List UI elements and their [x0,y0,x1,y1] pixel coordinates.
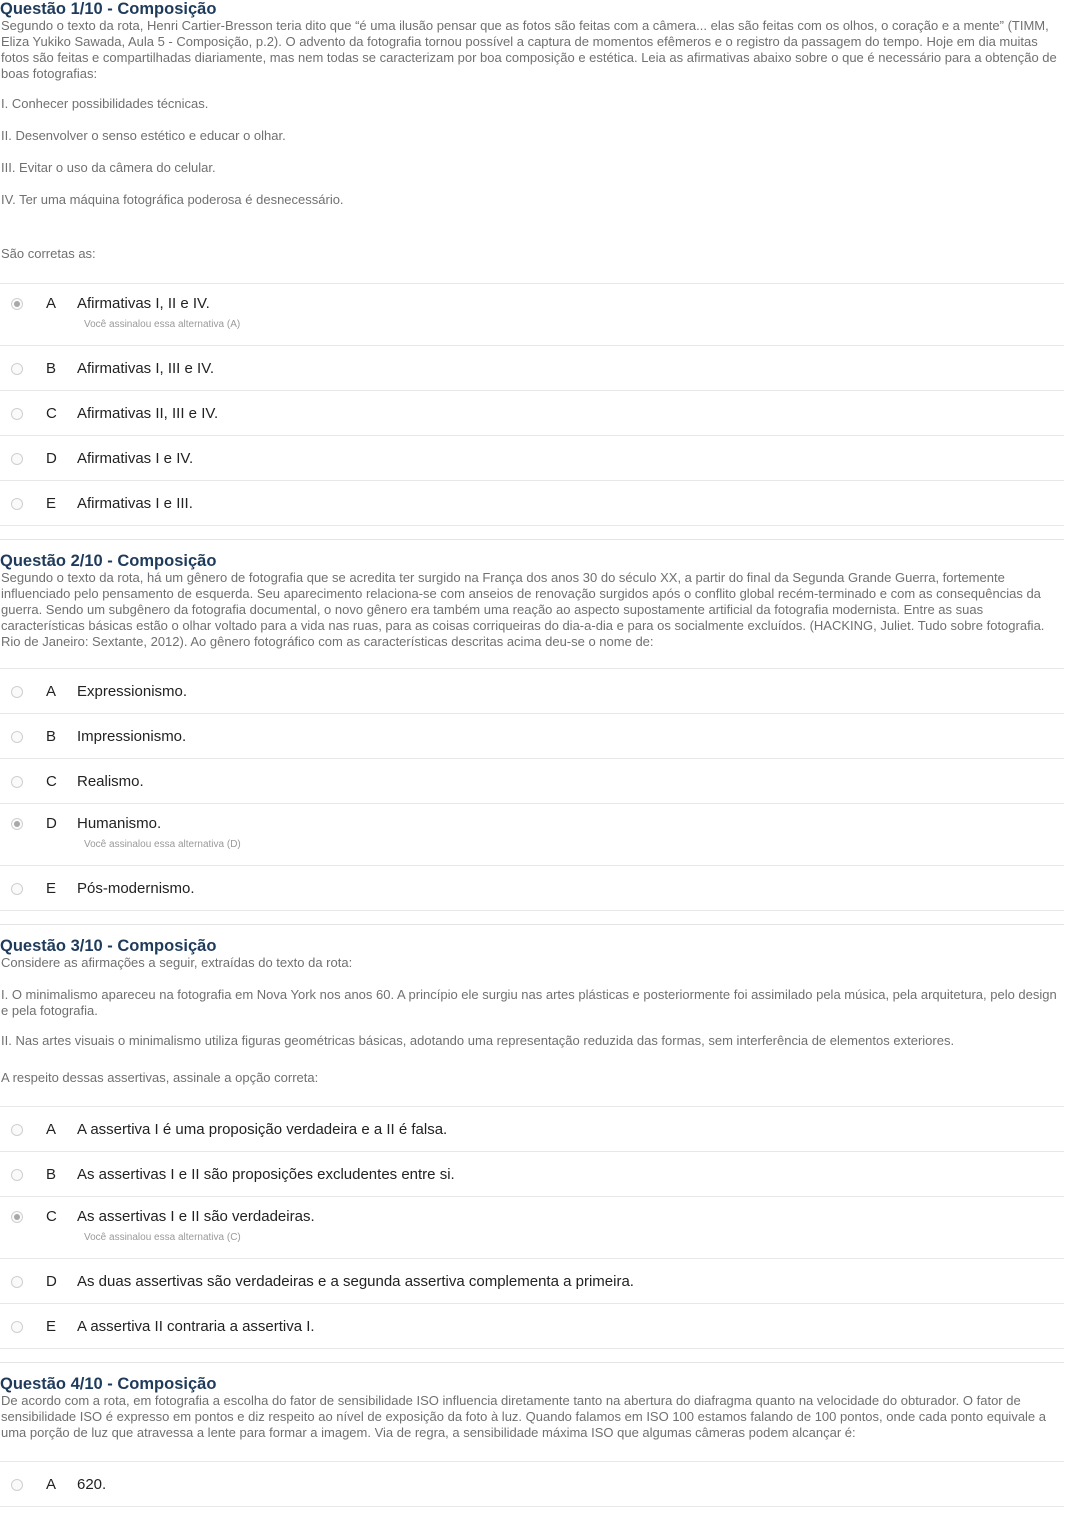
option-text: Afirmativas I, II e IV. [77,295,210,312]
radio-button[interactable] [11,1124,23,1136]
options-list [0,283,1064,526]
option-letter: C [46,1208,57,1225]
option-text: Pós-modernismo. [77,880,195,897]
option-c[interactable] [0,391,1064,436]
radio-button[interactable] [11,818,23,830]
selected-note: Você assinalou essa alternativa (A) [84,319,241,330]
radio-button[interactable] [11,453,23,465]
option-text: Afirmativas II, III e IV. [77,405,219,422]
question-divider [0,539,1064,540]
option-text: Afirmativas I, III e IV. [77,360,214,377]
option-text: 620. [77,1476,107,1493]
statement-item: II. Nas artes visuais o minimalismo utiliza figuras geométricas básicas, adotando uma representação reduzida das formas, sem interferência de elementos exteriores. [1,1033,955,1048]
option-c[interactable] [0,1197,1064,1259]
option-text: As duas assertivas são verdadeiras e a segunda assertiva complementa a primeira. [77,1273,634,1290]
option-letter: B [46,1166,57,1183]
question-title: Questão 1/10 - Composição [0,0,217,18]
option-letter: A [46,683,57,700]
option-text: As assertivas I e II são verdadeiras. [77,1208,315,1225]
option-letter: C [46,773,57,790]
option-text: Afirmativas I e III. [77,495,193,512]
radio-button[interactable] [11,1276,23,1288]
question-title: Questão 3/10 - Composição [0,937,217,955]
option-letter: D [46,450,57,467]
radio-button[interactable] [11,498,23,510]
question-text: Segundo o texto da rota, há um gênero de fotografia que se acredita ter surgido na França dos anos 30 do século XX, a partir do final da Segunda Grande Guerra, fortemente influenciado pelo pensamento de esquerda. Seu aparecimento relaciona-se com anseios de renovação surgidos após o conflito global recém-terminado e com as consequências da guerra. Sendo um subgênero da fotografia documental, o novo gênero era também uma reação ao aspecto supostamente artificial da fotografia modernista. Entre as suas características básicas estão o olhar voltado para a vida nas ruas, para as coisas corriqueiras do dia-a-dia e para os socialmente excluídos. (HACKING, Juliet. Tudo sobre fotografia. Rio de Janeiro: Sextante, 2012). Ao gênero fotográfico com as características descritas acima deu-se o nome de: [1,570,1045,649]
question-4 [0,1375,1072,1507]
options-list [0,668,1064,911]
option-text: A assertiva II contraria a assertiva I. [77,1318,315,1335]
question-1 [0,0,1072,526]
option-d[interactable] [0,436,1064,481]
radio-button[interactable] [11,363,23,375]
option-text: Afirmativas I e IV. [77,450,194,467]
option-c[interactable] [0,759,1064,804]
option-text: Impressionismo. [77,728,187,745]
option-letter: D [46,1273,57,1290]
option-a[interactable] [0,669,1064,714]
statement-item: II. Desenvolver o senso estético e educar o olhar. [1,128,286,143]
radio-button[interactable] [11,1169,23,1181]
options-list [0,1461,1064,1507]
question-3 [0,937,1072,1349]
question-prompt: A respeito dessas assertivas, assinale a opção correta: [1,1070,319,1085]
option-letter: D [46,815,57,832]
radio-button[interactable] [11,298,23,310]
option-text: Humanismo. [77,815,162,832]
option-letter: A [46,295,57,312]
option-letter: A [46,1476,57,1493]
question-divider [0,924,1064,925]
question-text: Segundo o texto da rota, Henri Cartier-Bresson teria dito que “é uma ilusão pensar que as fotos são feitas com a câmera... elas são feitas com os olhos, o coração e a mente” (TIMM, Eliza Yukiko Sawada, Aula 5 - Composição, p.2). O advento da fotografia tornou possível a captura de momentos efêmeros e o registro da passagem do tempo. Hoje em dia muitas fotos são feitas e compartilhadas diariamente, mas nem todas se caracterizam por boa composição e estética. Leia as afirmativas abaixo sobre o que é necessário para a obtenção de boas fotografias: [1,18,1057,81]
option-d[interactable] [0,804,1064,866]
radio-button[interactable] [11,1211,23,1223]
option-text: Expressionismo. [77,683,188,700]
radio-button[interactable] [11,776,23,788]
option-letter: E [46,1318,57,1335]
option-text: A assertiva I é uma proposição verdadeira e a II é falsa. [77,1121,448,1138]
radio-button[interactable] [11,408,23,420]
radio-button[interactable] [11,1479,23,1491]
option-e[interactable] [0,866,1064,911]
statement-item: I. Conhecer possibilidades técnicas. [1,96,209,111]
option-letter: A [46,1121,57,1138]
option-letter: B [46,360,57,377]
option-text: As assertivas I e II são proposições excludentes entre si. [77,1166,455,1183]
radio-button[interactable] [11,1321,23,1333]
option-e[interactable] [0,1304,1064,1349]
statement-item: IV. Ter uma máquina fotográfica poderosa é desnecessário. [1,192,344,207]
option-b[interactable] [0,346,1064,391]
option-e[interactable] [0,481,1064,526]
question-text: De acordo com a rota, em fotografia a escolha do fator de sensibilidade ISO influencia diretamente tanto na abertura do diafragma quanto na velocidade do obturador. O fator de sensibilidade ISO é expresso em pontos e diz respeito ao nível de exposição da foto à luz. Quando falamos em ISO 100 estamos falando de 100 pontos, onde cada ponto equivale a uma porção de luz que atravessa a lente para formar a imagem. Via de regra, a sensibilidade máxima ISO que algumas câmeras podem alcançar é: [1,1393,1047,1440]
option-b[interactable] [0,1152,1064,1197]
option-a[interactable] [0,1107,1064,1152]
options-list [0,1106,1064,1349]
option-letter: C [46,405,57,422]
question-title: Questão 2/10 - Composição [0,552,217,570]
selected-note: Você assinalou essa alternativa (C) [84,1232,241,1243]
radio-button[interactable] [11,731,23,743]
question-title: Questão 4/10 - Composição [0,1375,217,1393]
option-letter: B [46,728,57,745]
option-letter: E [46,495,57,512]
option-letter: E [46,880,57,897]
option-a[interactable] [0,284,1064,346]
radio-button[interactable] [11,686,23,698]
statement-item: III. Evitar o uso da câmera do celular. [1,160,216,175]
statement-item: I. O minimalismo apareceu na fotografia em Nova York nos anos 60. A princípio ele surgiu nas artes plásticas e posteriormente foi assimilado pela música, pela arquitetura, pelo design e pela fotografia. [1,987,1057,1018]
selected-note: Você assinalou essa alternativa (D) [84,839,241,850]
option-a[interactable] [0,1462,1064,1507]
option-b[interactable] [0,714,1064,759]
option-d[interactable] [0,1259,1064,1304]
question-2 [0,552,1072,911]
question-text: Considere as afirmações a seguir, extraídas do texto da rota: [1,955,353,970]
question-prompt: São corretas as: [1,246,96,261]
radio-button[interactable] [11,883,23,895]
question-divider [0,1362,1064,1363]
option-text: Realismo. [77,773,144,790]
